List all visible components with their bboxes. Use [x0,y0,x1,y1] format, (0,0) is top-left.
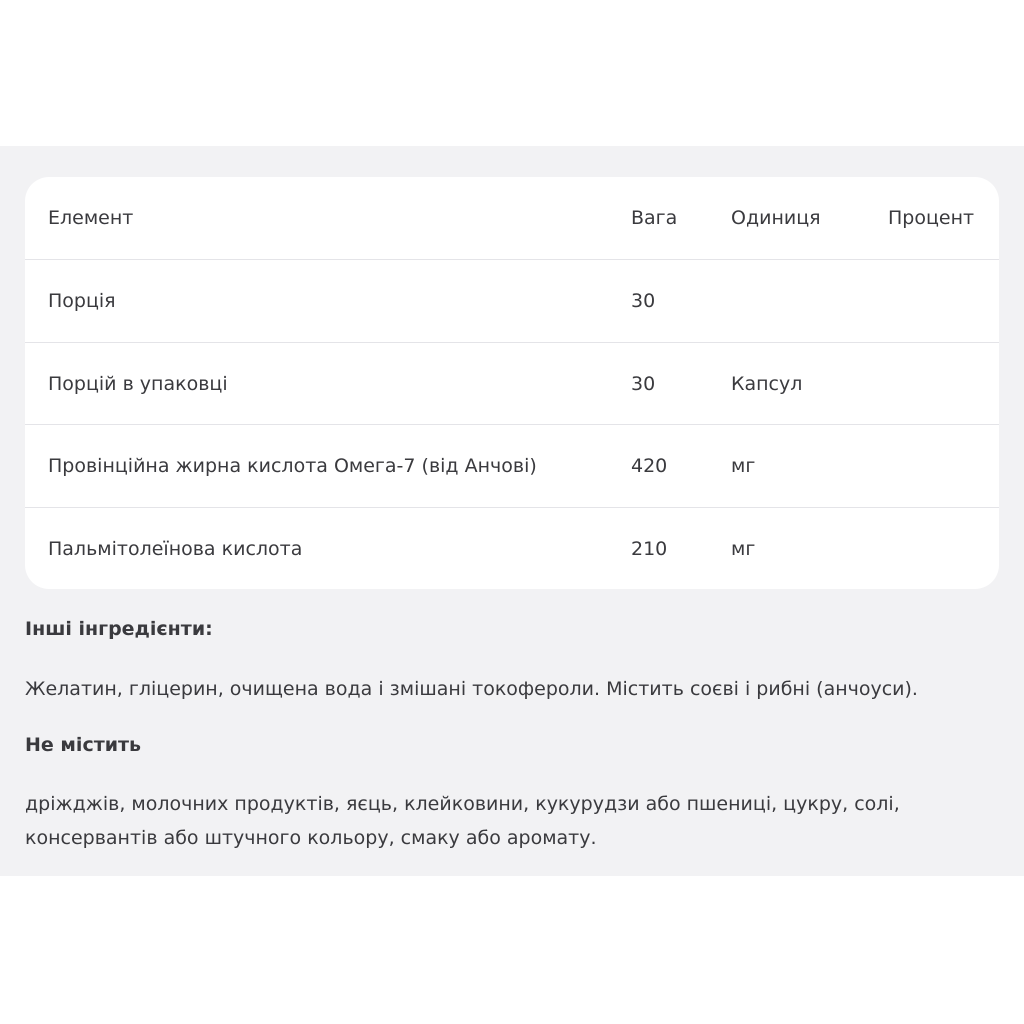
header-weight: Вага [631,207,678,229]
nutrition-table [25,177,999,589]
free-from-heading: Не містить [25,734,142,756]
free-from-line-2: консервантів або штучного кольору, смаку або аромату. [25,827,597,849]
other-ingredients-heading: Інші інгредієнти: [25,618,213,640]
table-row [25,507,999,589]
row-weight: 30 [631,290,656,312]
free-from-line-1: дріжджів, молочних продуктів, яєць, клейковини, кукурудзи або пшениці, цукру, солі, [25,793,900,815]
table-row [25,424,999,507]
other-ingredients-text: Желатин, гліцерин, очищена вода і змішані токофероли. Містить соєві і рибні (анчоуси). [25,678,918,700]
row-weight: 210 [631,538,668,560]
row-element: Провінційна жирна кислота Омега-7 (від Анчові) [48,455,537,477]
table-row [25,342,999,425]
table-row [25,259,999,342]
row-element: Пальмітолеїнова кислота [48,538,303,560]
row-unit: мг [731,538,756,560]
row-element: Порція [48,290,116,312]
header-percent: Процент [888,207,975,229]
row-weight: 30 [631,373,656,395]
row-weight: 420 [631,455,668,477]
header-element: Елемент [48,207,134,229]
table-header-row [25,177,999,259]
header-unit: Одиниця [731,207,821,229]
row-element: Порцій в упаковці [48,373,228,395]
row-unit: мг [731,455,756,477]
row-unit: Капсул [731,373,803,395]
